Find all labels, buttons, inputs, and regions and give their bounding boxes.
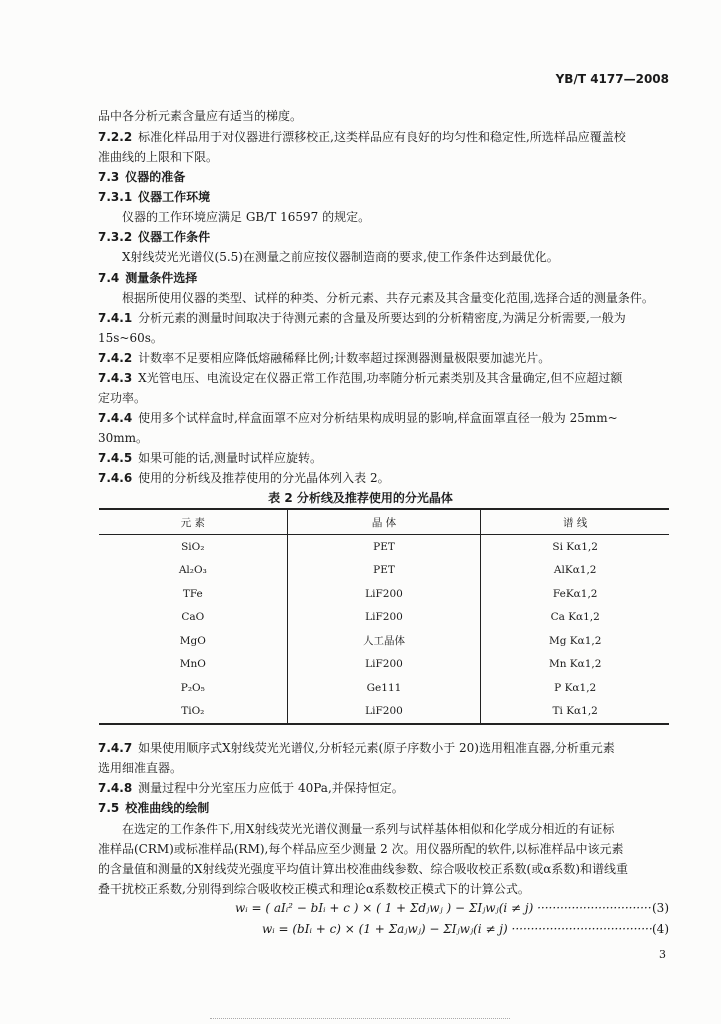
table-row (99, 653, 669, 677)
text-line (98, 842, 670, 856)
clause-text: 标准化样品用于对仪器进行漂移校正,这类样品应有良好的均匀性和稳定性,所选样品应覆盖校 (138, 130, 626, 144)
table-row (99, 629, 669, 653)
clause-text: 计数率不足要相应降低熔融稀释比例;计数率超过探测器测量极限要加滤光片。 (138, 351, 551, 365)
table-row (99, 700, 669, 725)
page-number: 3 (659, 948, 666, 961)
clause-number: 7.2.2 (98, 130, 133, 144)
scan-edge-artifact (210, 1018, 510, 1020)
cell-line: FeKα1,2 (481, 582, 669, 606)
table-row (99, 535, 669, 559)
text-line (122, 291, 694, 305)
clause-number: 7.4.1 (98, 311, 133, 325)
header-line: 谱 线 (481, 509, 669, 535)
cell-crystal: PET (287, 559, 481, 583)
clause-text: 使用的分析线及推荐使用的分光晶体列入表 2。 (138, 471, 390, 485)
clause-number: 7.4.5 (98, 451, 133, 465)
clause-text: 使用多个试样盒时,样盒面罩不应对分析结果构成明显的影响,样盒面罩直径一般为 25mm~ (138, 411, 618, 425)
cell-line: Si Kα1,2 (481, 535, 669, 559)
table-row (99, 559, 669, 583)
clause-text: 校准曲线的绘制 (125, 801, 210, 815)
clause-text: 仪器工作条件 (138, 230, 211, 244)
text-line (98, 230, 670, 244)
text-line (98, 741, 670, 755)
cell-line: P Kα1,2 (481, 676, 669, 700)
text-line (98, 150, 670, 164)
text-line (98, 311, 670, 325)
clause-number: 7.3.2 (98, 230, 133, 244)
cell-element: P₂O₅ (180, 681, 205, 694)
text-line (98, 190, 670, 204)
clause-text: 准样品(CRM)或标准样品(RM),每个样品应至少测量 2 次。用仪器所配的软件,以标准样品中该元素 (98, 842, 624, 856)
text-line (98, 862, 670, 876)
table-caption: 表 2 分析线及推荐使用的分光晶体 (268, 491, 453, 505)
text-line (98, 761, 670, 775)
clause-text: 叠干扰校正系数,分别得到综合吸收校正模式和理论α系数校正模式下的计算公式。 (98, 882, 530, 896)
text-line (98, 170, 670, 184)
text-line (98, 371, 670, 385)
cell-crystal: LiF200 (287, 606, 481, 630)
text-line (98, 351, 670, 365)
cell-element: TiO₂ (99, 700, 287, 725)
clause-text: 在选定的工作条件下,用X射线荧光光谱仪测量一系列与试样基体相似和化学成分相近的有证标 (122, 822, 615, 836)
clause-number: 7.5 (98, 801, 120, 815)
table-row (99, 676, 669, 700)
cell-element: CaO (181, 611, 205, 624)
clause-text: X光管电压、电流设定在仪器正常工作范围,功率随分析元素类别及其含量确定,但不应超过额 (138, 371, 623, 385)
clause-number: 7.4.4 (98, 411, 133, 425)
clause-text: 仪器的准备 (125, 170, 186, 184)
clause-number: 7.3.1 (98, 190, 133, 204)
cell-line: Ca Kα1,2 (481, 606, 669, 630)
clause-text: 30mm。 (98, 431, 149, 445)
text-line (98, 271, 670, 285)
clause-number: 7.4.2 (98, 351, 133, 365)
clause-text: 仪器工作环境 (138, 190, 211, 204)
header-element: 元 素 (99, 509, 287, 535)
cell-element: MnO (179, 658, 206, 671)
cell-line: Mg Kα1,2 (481, 629, 669, 653)
clause-text: 定功率。 (98, 391, 147, 405)
equation-3: wᵢ = ( aIᵢ² − bIᵢ + c ) × ( 1 + Σdⱼwⱼ ) − ΣIⱼwⱼ(i ≠ j) ······························ (235, 901, 652, 915)
clause-number: 7.4.6 (98, 471, 133, 485)
cell-element: MgO (179, 634, 206, 647)
clause-text: 如果可能的话,测量时试样应旋转。 (138, 451, 322, 465)
crystal-table (99, 508, 669, 725)
clause-text: 准曲线的上限和下限。 (98, 150, 219, 164)
clause-text: 的含量值和测量的X射线荧光强度平均值计算出校准曲线参数、综合吸收校正系数(或α系数)和谱线重 (98, 862, 629, 876)
equation-4-number: (4) (652, 922, 669, 936)
table-row (99, 606, 669, 630)
text-line (98, 882, 670, 896)
equation-4: wᵢ = (bIᵢ + c) × (1 + Σaⱼwⱼ) − ΣIⱼwⱼ(i ≠ j) ····································· (262, 922, 653, 936)
clause-number: 7.4.7 (98, 741, 133, 755)
text-line (98, 451, 670, 465)
clause-text: X射线荧光光谱仪(5.5)在测量之前应按仪器制造商的要求,使工作条件达到最优化。 (122, 250, 559, 264)
text-line (98, 411, 670, 425)
text-line (98, 801, 670, 815)
clause-text: 仪器的工作环境应满足 GB/T 16597 的规定。 (122, 210, 371, 224)
text-line (98, 431, 670, 445)
text-line (98, 109, 670, 123)
clause-text: 测量条件选择 (125, 271, 198, 285)
cell-line: Mn Kα1,2 (481, 653, 669, 677)
clause-text: 15s~60s。 (98, 331, 163, 345)
clause-text: 根据所使用仪器的类型、试样的种类、分析元素、共存元素及其含量变化范围,选择合适的测量条件。 (122, 291, 654, 305)
cell-line: AlKα1,2 (481, 559, 669, 583)
clause-text: 品中各分析元素含量应有适当的梯度。 (98, 109, 303, 123)
cell-crystal: Ge111 (287, 676, 481, 700)
text-line (98, 331, 670, 345)
cell-crystal: PET (287, 535, 481, 559)
header-crystal: 晶 体 (287, 509, 481, 535)
text-line (122, 250, 694, 264)
text-line (98, 471, 670, 485)
cell-crystal: LiF200 (287, 653, 481, 677)
text-line (122, 822, 694, 836)
table-header-row (99, 509, 669, 535)
text-line (98, 391, 670, 405)
standard-number: YB/T 4177—2008 (555, 72, 669, 86)
clause-text: 测量过程中分光室压力应低于 40Pa,并保持恒定。 (138, 781, 404, 795)
table-row (99, 582, 669, 606)
cell-line: Ti Kα1,2 (481, 700, 669, 725)
cell-crystal: LiF200 (287, 582, 481, 606)
clause-number: 7.3 (98, 170, 120, 184)
text-line (98, 781, 670, 795)
cell-element: Al₂O₃ (178, 564, 207, 577)
text-line (98, 130, 670, 144)
cell-element: SiO₂ (181, 540, 205, 553)
text-line (122, 210, 694, 224)
cell-crystal: LiF200 (287, 700, 481, 725)
clause-text: 如果使用顺序式X射线荧光光谱仪,分析轻元素(原子序数小于 20)选用粗准直器,分析重元素 (138, 741, 615, 755)
clause-number: 7.4.8 (98, 781, 133, 795)
clause-number: 7.4 (98, 271, 120, 285)
clause-text: 选用细准直器。 (98, 761, 183, 775)
cell-crystal: 人工晶体 (287, 629, 481, 653)
clause-text: 分析元素的测量时间取决于待测元素的含量及所要达到的分析精密度,为满足分析需要,一般为 (138, 311, 626, 325)
equation-3-number: (3) (652, 901, 669, 915)
clause-number: 7.4.3 (98, 371, 133, 385)
cell-element: TFe (182, 587, 203, 600)
